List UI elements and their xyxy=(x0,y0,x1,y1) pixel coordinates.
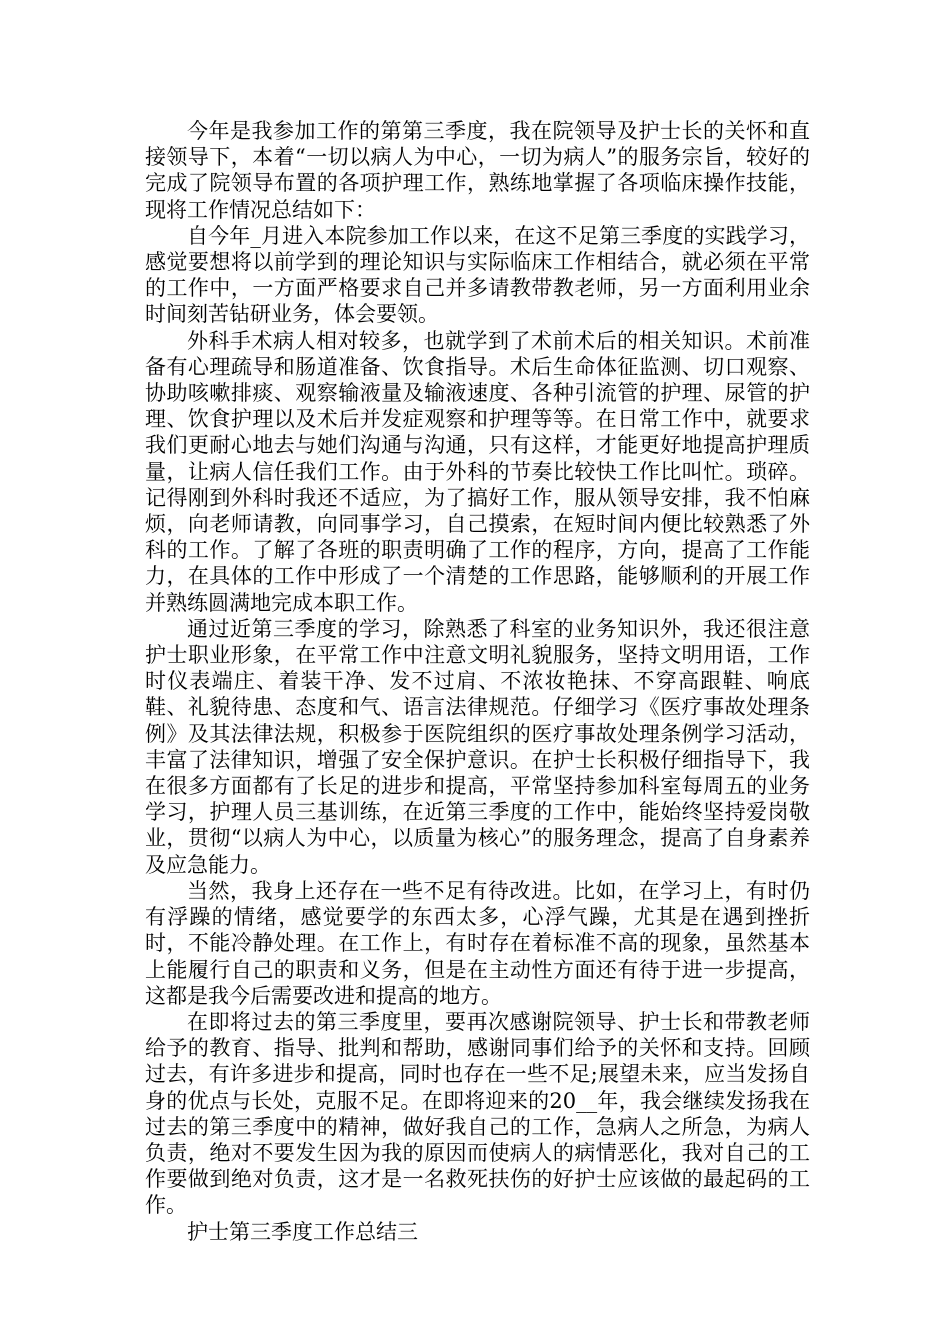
document-body xyxy=(145,118,810,1245)
paragraph-surgery: 外科手术病人相对较多，也就学到了术前术后的相关知识。术前准备有心理疏导和肠道准备、饮食指导。术后生命体征监测、切口观察、协助咳嗽排痰、观察输液量及输液速度、各种引流管的护理、尿管的护理、饮食护理以及术后并发症观察和护理等等。在日常工作中，就要求我们更耐心地去与她们沟通与沟通，只有这样，才能更好地提高护理质量，让病人信任我们工作。由于外科的节奏比较快工作比叫忙。琐碎。记得刚到外科时我还不适应，为了搞好工作，服从领导安排，我不怕麻烦，向老师请教，向同事学习，自己摸索，在短时间内便比较熟悉了外科的工作。了解了各班的职责明确了工作的程序，方向，提高了工作能力，在具体的工作中形成了一个清楚的工作思路，能够顺利的开展工作并熟练圆满地完成本职工作。 xyxy=(145,328,810,615)
paragraph-intro: 今年是我参加工作的第第三季度，我在院领导及护士长的关怀和直接领导下，本着“一切以病人为中心，一切为病人”的服务宗旨，较好的完成了院领导布置的各项护理工作，熟练地掌握了各项临床操作技能，现将工作情况总结如下： xyxy=(145,119,810,222)
paragraph-study: 自今年_月进入本院参加工作以来，在这不足第三季度的实践学习，感觉要想将以前学到的理论知识与实际临床工作相结合，就必须在平常的工作中，一方面严格要求自己并多请教带教老师，另一方面利用业余时间刻苦钻研业务，体会要领。 xyxy=(145,223,810,327)
paragraph-section-heading: 护士第三季度工作总结三 xyxy=(187,1219,418,1244)
paragraph-shortcomings: 当然，我身上还存在一些不足有待改进。比如，在学习上，有时仍有浮躁的情绪，感觉要学的东西太多，心浮气躁，尤其是在遇到挫折时，不能冷静处理。在工作上，有时存在着标准不高的现象，虽然基本上能履行自己的职责和义务，但是在主动性方面还有待于进一步提高，这都是我今后需要改进和提高的地方。 xyxy=(145,878,810,1008)
paragraph-outlook: 在即将过去的第三季度里，要再次感谢院领导、护士长和带教老师给予的教育、指导、批判和帮助，感谢同事们给予的关怀和支持。回顾过去，有许多进步和提高，同时也存在一些不足;展望未来，应当发扬自身的优点与长处，克服不足。在即将迎来的20__年，我会继续发扬我在过去的第三季度中的精神，做好我自己的工作，急病人之所急，为病人负责，绝对不要发生因为我的原因而使病人的病情恶化，我对自己的工作要做到绝对负责，这才是一名救死扶伤的好护士应该做的最起码的工作。 xyxy=(145,1009,810,1218)
paragraph-professional-image: 通过近第三季度的学习，除熟悉了科室的业务知识外，我还很注意护士职业形象，在平常工作中注意文明礼貌服务，坚持文明用语，工作时仪表端庄、着装干净、发不过肩、不浓妆艳抹、不穿高跟鞋、响底鞋、礼貌待患、态度和气、语言法律规范。仔细学习《医疗事故处理条例》及其法律法规，积极参于医院组织的医疗事故处理条例学习活动，丰富了法律知识，增强了安全保护意识。在护士长积极仔细指导下，我在很多方面都有了长足的进步和提高，平常坚持参加科室每周五的业务学习，护理人员三基训练，在近第三季度的工作中，能始终坚持爱岗敬业，贯彻“以病人为中心，以质量为核心”的服务理念，提高了自身素养及应急能力。 xyxy=(145,616,810,877)
